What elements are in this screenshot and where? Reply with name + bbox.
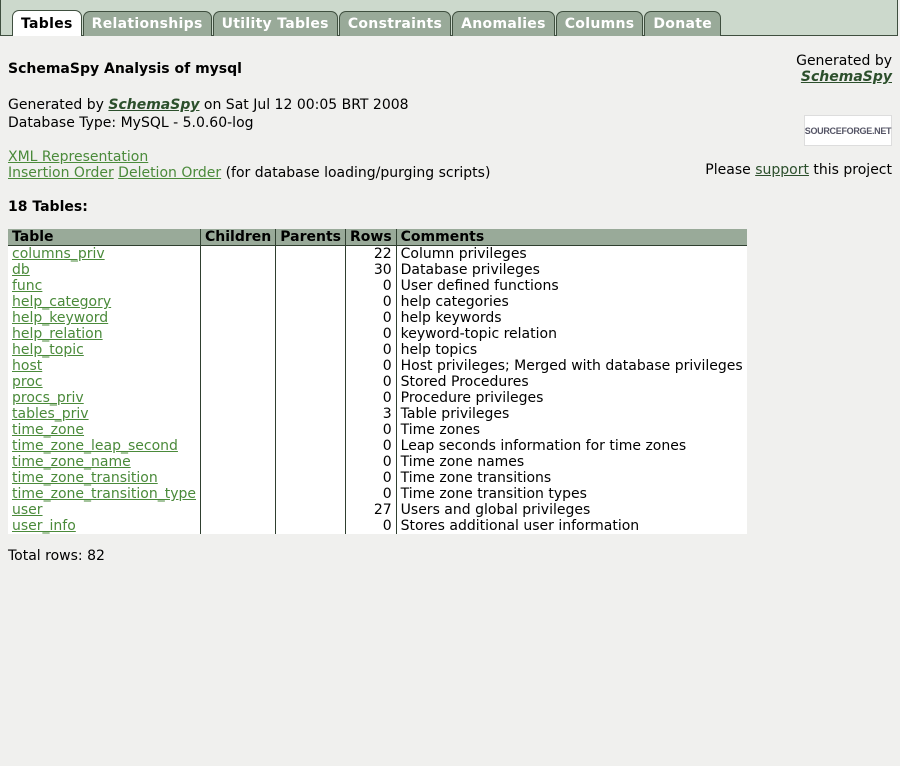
table-header-row <box>8 229 747 246</box>
rows-cell: 0 <box>345 470 396 486</box>
rows-cell: 0 <box>345 358 396 374</box>
children-cell <box>201 262 276 278</box>
table-name-link[interactable]: help_keyword <box>12 310 109 326</box>
rows-cell: 30 <box>345 262 396 278</box>
children-cell <box>201 294 276 310</box>
tab-constraints[interactable]: Constraints <box>339 11 451 36</box>
xml-line <box>8 149 148 165</box>
table-row <box>8 406 747 422</box>
support-link[interactable]: support <box>755 162 809 178</box>
parents-cell <box>276 246 346 263</box>
comment-cell: keyword-topic relation <box>396 326 747 342</box>
generated-by-label: Generated by <box>796 53 892 69</box>
tab-anomalies[interactable]: Anomalies <box>452 11 555 36</box>
rows-cell: 0 <box>345 486 396 502</box>
rows-cell: 0 <box>345 518 396 534</box>
parents-cell <box>276 342 346 358</box>
parents-cell <box>276 422 346 438</box>
schemaspy-link[interactable]: SchemaSpy <box>108 97 200 113</box>
comment-cell: Stored Procedures <box>396 374 747 390</box>
generated-date: on Sat Jul 12 00:05 BRT 2008 <box>199 97 409 113</box>
table-row <box>8 486 747 502</box>
table-row <box>8 438 747 454</box>
table-row <box>8 454 747 470</box>
comment-cell: Host privileges; Merged with database privileges <box>396 358 747 374</box>
tab-relationships[interactable]: Relationships <box>83 11 212 36</box>
rows-cell: 0 <box>345 310 396 326</box>
table-name-cell <box>8 486 201 502</box>
support-line <box>705 162 892 178</box>
table-name-link[interactable]: tables_priv <box>12 406 89 422</box>
rows-cell: 0 <box>345 390 396 406</box>
header-rows[interactable]: Rows <box>345 229 396 246</box>
table-count: 18 Tables: <box>8 199 88 215</box>
comment-cell: help keywords <box>396 310 747 326</box>
tables-table <box>8 229 747 534</box>
table-name-cell <box>8 406 201 422</box>
parents-cell <box>276 502 346 518</box>
insertion-order-link[interactable]: Insertion Order <box>8 165 114 181</box>
table-name-link[interactable]: user <box>12 502 43 518</box>
table-name-cell <box>8 454 201 470</box>
header-parents[interactable]: Parents <box>276 229 346 246</box>
children-cell <box>201 310 276 326</box>
table-row <box>8 310 747 326</box>
table-name-cell <box>8 342 201 358</box>
parents-cell <box>276 518 346 534</box>
table-row <box>8 262 747 278</box>
table-name-link[interactable]: time_zone_transition_type <box>12 486 197 502</box>
table-name-cell <box>8 502 201 518</box>
table-name-link[interactable]: time_zone_name <box>12 454 131 470</box>
table-row <box>8 422 747 438</box>
table-row <box>8 294 747 310</box>
comment-cell: help categories <box>396 294 747 310</box>
children-cell <box>201 342 276 358</box>
parents-cell <box>276 262 346 278</box>
table-name-cell <box>8 374 201 390</box>
table-row <box>8 390 747 406</box>
parents-cell <box>276 294 346 310</box>
header-comments[interactable]: Comments <box>396 229 747 246</box>
rows-cell: 0 <box>345 374 396 390</box>
xml-representation-link[interactable]: XML Representation <box>8 149 149 165</box>
table-name-cell <box>8 518 201 534</box>
header-children[interactable]: Children <box>201 229 276 246</box>
table-row <box>8 518 747 534</box>
table-name-link[interactable]: help_topic <box>12 342 84 358</box>
parents-cell <box>276 438 346 454</box>
table-name-link[interactable]: host <box>12 358 43 374</box>
table-name-link[interactable]: procs_priv <box>12 390 84 406</box>
table-name-link[interactable]: help_relation <box>12 326 103 342</box>
parents-cell <box>276 454 346 470</box>
table-name-link[interactable]: time_zone_leap_second <box>12 438 178 454</box>
table-name-link[interactable]: help_category <box>12 294 112 310</box>
support-prefix: Please <box>705 162 756 178</box>
table-row <box>8 342 747 358</box>
children-cell <box>201 390 276 406</box>
generated-line <box>8 97 409 113</box>
rows-cell: 0 <box>345 326 396 342</box>
children-cell <box>201 486 276 502</box>
children-cell <box>201 518 276 534</box>
table-name-link[interactable]: proc <box>12 374 43 390</box>
comment-cell: Table privileges <box>396 406 747 422</box>
children-cell <box>201 470 276 486</box>
children-cell <box>201 246 276 263</box>
table-name-link[interactable]: func <box>12 278 43 294</box>
deletion-order-link[interactable]: Deletion Order <box>118 165 222 181</box>
table-row <box>8 246 747 263</box>
table-name-link[interactable]: time_zone <box>12 422 85 438</box>
scripts-note: (for database loading/purging scripts) <box>221 165 491 181</box>
tab-list <box>12 11 721 37</box>
rows-cell: 22 <box>345 246 396 263</box>
children-cell <box>201 454 276 470</box>
table-name-link[interactable]: columns_priv <box>12 246 105 262</box>
children-cell <box>201 358 276 374</box>
rows-cell: 0 <box>345 342 396 358</box>
tab-bar <box>0 0 898 36</box>
comment-cell: Users and global privileges <box>396 502 747 518</box>
comment-cell: help topics <box>396 342 747 358</box>
parents-cell <box>276 470 346 486</box>
table-name-link[interactable]: time_zone_transition <box>12 470 158 486</box>
table-row <box>8 326 747 342</box>
table-name-cell <box>8 294 201 310</box>
parents-cell <box>276 326 346 342</box>
children-cell <box>201 374 276 390</box>
parents-cell <box>276 310 346 326</box>
page-title: SchemaSpy Analysis of mysql <box>8 61 242 77</box>
tab-donate[interactable]: Donate <box>644 11 721 36</box>
table-name-cell <box>8 278 201 294</box>
parents-cell <box>276 278 346 294</box>
children-cell <box>201 422 276 438</box>
rows-cell: 0 <box>345 278 396 294</box>
table-row <box>8 470 747 486</box>
database-type: Database Type: MySQL - 5.0.60-log <box>8 115 254 131</box>
rows-cell: 0 <box>345 294 396 310</box>
table-name-link[interactable]: db <box>12 262 30 278</box>
sidebar-schemaspy-link[interactable]: SchemaSpy <box>800 69 892 85</box>
comment-cell: Time zone names <box>396 454 747 470</box>
parents-cell <box>276 406 346 422</box>
children-cell <box>201 278 276 294</box>
comment-cell: Database privileges <box>396 262 747 278</box>
table-name-link[interactable]: user_info <box>12 518 76 534</box>
table-name-cell <box>8 310 201 326</box>
table-name-cell <box>8 246 201 263</box>
comment-cell: Time zones <box>396 422 747 438</box>
table-name-cell <box>8 326 201 342</box>
parents-cell <box>276 358 346 374</box>
comment-cell: Column privileges <box>396 246 747 263</box>
children-cell <box>201 502 276 518</box>
rows-cell: 0 <box>345 422 396 438</box>
rows-cell: 3 <box>345 406 396 422</box>
rows-cell: 27 <box>345 502 396 518</box>
comment-cell: Leap seconds information for time zones <box>396 438 747 454</box>
table-name-cell <box>8 390 201 406</box>
parents-cell <box>276 374 346 390</box>
tab-columns[interactable]: Columns <box>556 11 644 36</box>
table-name-cell <box>8 358 201 374</box>
comment-cell: Time zone transition types <box>396 486 747 502</box>
parents-cell <box>276 390 346 406</box>
children-cell <box>201 438 276 454</box>
children-cell <box>201 406 276 422</box>
comment-cell: Stores additional user information <box>396 518 747 534</box>
table-name-cell <box>8 422 201 438</box>
sourceforge-logo[interactable]: SOURCEFORGE.NET <box>804 115 892 146</box>
table-name-cell <box>8 470 201 486</box>
parents-cell <box>276 486 346 502</box>
table-name-cell <box>8 262 201 278</box>
rows-cell: 0 <box>345 454 396 470</box>
comment-cell: Time zone transitions <box>396 470 747 486</box>
total-rows: Total rows: 82 <box>8 548 105 564</box>
tab-tables[interactable]: Tables <box>12 10 82 36</box>
header-table[interactable]: Table <box>8 229 201 246</box>
order-line <box>8 165 490 181</box>
tab-utility-tables[interactable]: Utility Tables <box>213 11 338 36</box>
sidebar-generated <box>796 53 892 85</box>
children-cell <box>201 326 276 342</box>
table-name-cell <box>8 438 201 454</box>
rows-cell: 0 <box>345 438 396 454</box>
comment-cell: User defined functions <box>396 278 747 294</box>
support-suffix: this project <box>808 162 892 178</box>
table-row <box>8 358 747 374</box>
table-row <box>8 278 747 294</box>
table-body <box>8 246 747 535</box>
table-row <box>8 374 747 390</box>
comment-cell: Procedure privileges <box>396 390 747 406</box>
table-row <box>8 502 747 518</box>
generated-prefix: Generated by <box>8 97 109 113</box>
